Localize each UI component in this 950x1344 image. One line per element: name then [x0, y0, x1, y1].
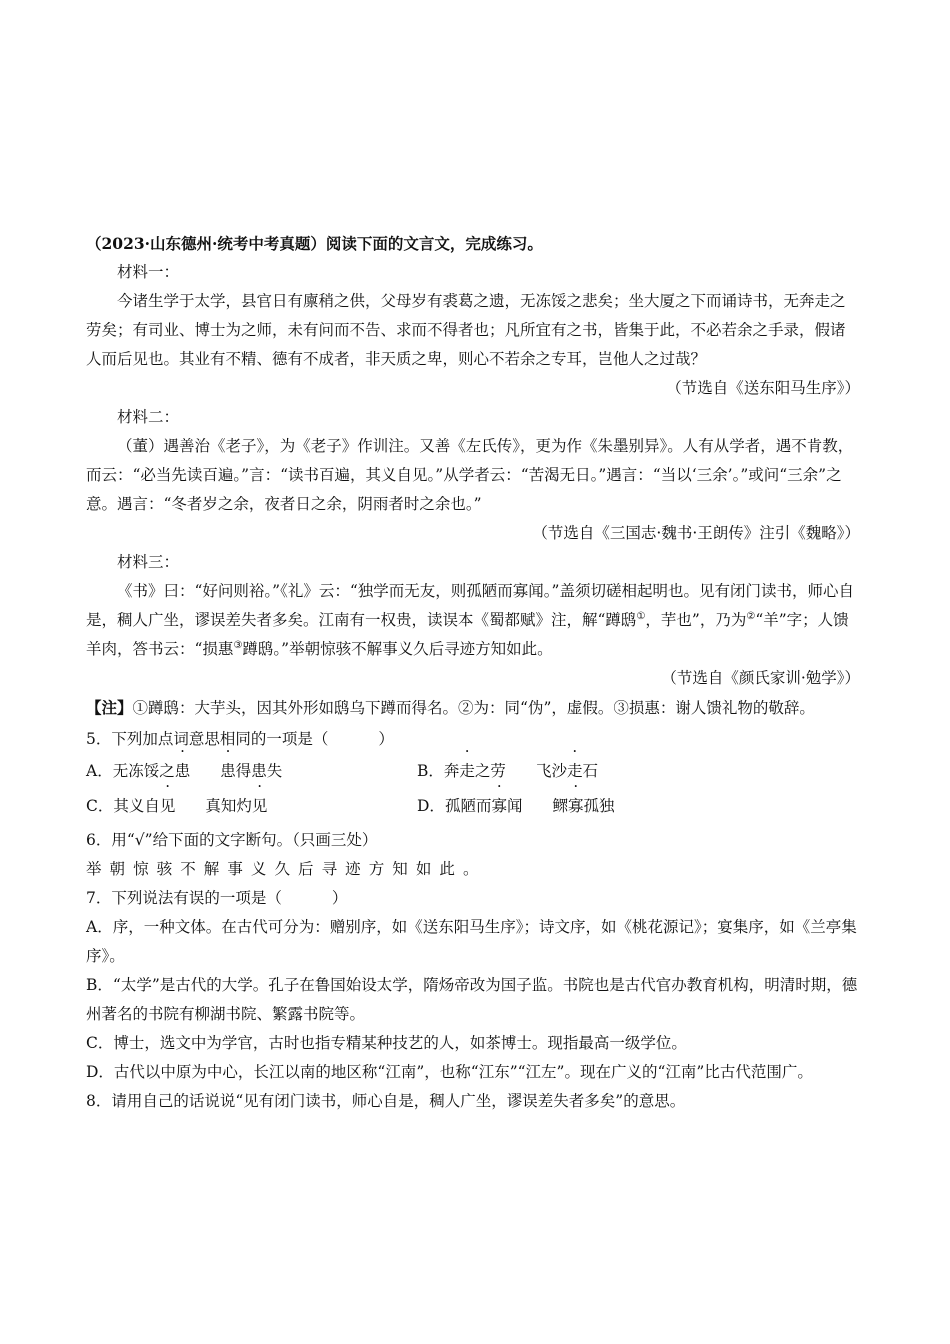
- note-heading: 【注】: [86, 698, 133, 717]
- option-text: 得患失: [235, 762, 283, 780]
- dotted-character: 走: [566, 762, 583, 780]
- option-text: 奔: [443, 762, 460, 780]
- question-6-text[interactable]: 举朝惊骇不解事义久后寻迹方知如此。: [86, 860, 487, 878]
- question-header: （2023·山东德州·统考中考真题）阅读下面的文言文，完成练习。: [86, 234, 543, 253]
- material-1-text: 今诸生学于太学，县官日有廪稍之供，父母岁有裘葛之遗，无冻馁之悲矣；坐大厦之下而诵诗书，无奔走之劳矣；有司业、博士为之师，未有问而不告、求而不得者也；凡所宜有之书，皆集于此，不必若余之手录，假诸人而后见也。其业有不精、德有不成者，非天质之卑，则心不若余之专耳，岂他人之过哉？: [86, 292, 846, 368]
- material-2-text: （董）遇善治《老子》，为《老子》作训注。又善《左氏传》，更为作《朱墨别异》。人有从学者，遇不肯教，而云：“必当先读百遍。”言：“读书百遍，其义自见。”从学者云：“苦渴无日。”遇言：“当以‘三余’。”或问“三余”之意。遇言：“冬者岁之余，夜者日之余，阴雨者时之余也。”: [86, 437, 854, 513]
- material-3-text-part-4: 蹲鸱。”举朝惊骇不解事义久后寻迹方知如此。: [242, 640, 553, 658]
- option-letter: B．: [417, 762, 444, 780]
- question-7-stem: [86, 884, 860, 913]
- option-letter: C．: [86, 797, 114, 815]
- material-3-text-part-1: 《书》曰：“好问则裕。”《礼》云：“独学而无友，则孤陋而寡闻。”盖须切磋相起明也。见有闭门读书，师心自是，稠人广坐，谬误差失者多矣。江南有一权贵，读误本《蜀都赋》注，解“蹲鸱: [86, 582, 854, 629]
- question-5-stem-close: ）: [378, 730, 394, 748]
- question-7-option-a[interactable]: A．序，一种文体。在古代可分为：赠别序，如《送东阳马生序》；诗文序，如《桃花源记》；宴集序，如《兰亭集序》。: [86, 918, 857, 965]
- option-letter: A．: [86, 762, 113, 780]
- option-text: 真知灼: [205, 797, 252, 815]
- question-7-stem-close: ）: [331, 889, 348, 907]
- option-text: 孤陋而: [444, 797, 492, 815]
- material-2-label: 材料二：: [117, 408, 180, 426]
- option-text: 其义自: [113, 797, 160, 815]
- question-7-option-b[interactable]: B．“太学”是古代的大学。孔子在鲁国始设太学，隋炀帝改为国子监。书院也是古代官办教育机构，明清时期，德州著名的书院有柳湖书院、繁露书院等。: [86, 976, 858, 1023]
- dotted-character: 寡: [568, 797, 584, 815]
- question-7-stem-text: 7．下列说法有误的一项是（: [86, 889, 282, 907]
- material-3-text-part-2: ，芋也”，乃为: [645, 611, 747, 629]
- option-a[interactable]: [86, 754, 417, 789]
- option-text: 飞沙: [535, 762, 567, 780]
- material-3-text-part-3: “羊”字；人馈羊肉，答书云：“损惠: [86, 611, 849, 658]
- material-1-source: （节选自《送东阳马生序》）: [666, 379, 860, 397]
- note-text: ①蹲鸱：大芋头，因其外形如鸱乌下蹲而得名。②为：同“伪”，虚假。③损惠：谢人馈礼物的敬辞。: [132, 699, 815, 717]
- dotted-character: 见: [159, 797, 176, 815]
- option-c[interactable]: [86, 789, 417, 824]
- material-3-text: [86, 577, 860, 664]
- option-letter: D．: [417, 797, 445, 815]
- footnote-marker-1: ①: [636, 610, 646, 622]
- option-text: 闻: [506, 797, 523, 815]
- question-7-option-c[interactable]: C．博士，选文中为学官，古时也指专精某种技艺的人，如茶博士。现指最高一级学位。: [86, 1034, 687, 1052]
- question-7-option-d[interactable]: D．古代以中原为中心，长江以南的地区称“江南”，也称“江东”“江左”。现在广义的“江南”比古代范围广。: [86, 1063, 813, 1081]
- dotted-character: 寡: [491, 797, 507, 815]
- option-b[interactable]: [417, 754, 748, 789]
- dotted-character: 走: [459, 762, 475, 780]
- annotation-note: [86, 693, 860, 723]
- question-5-options-row-1: [86, 754, 860, 789]
- footnote-marker-2: ②: [746, 610, 756, 622]
- option-d[interactable]: [417, 789, 748, 824]
- option-text: 之劳: [474, 762, 506, 780]
- material-3-source: （节选自《颜氏家训·勉学》）: [661, 669, 860, 687]
- question-5-stem: [86, 725, 860, 754]
- material-1-label: 材料一：: [117, 263, 180, 281]
- question-6-stem: 6．用“√”给下面的文字断句。（只画三处）: [86, 831, 378, 849]
- question-5-stem-text: 5．下列加点词意思相同的一项是（: [86, 730, 329, 748]
- option-text: 无冻馁之: [112, 762, 175, 780]
- footnote-marker-3: ③: [233, 639, 243, 651]
- dotted-character: 患: [220, 762, 236, 780]
- material-3-label: 材料三：: [117, 553, 180, 571]
- question-8-stem: 8．请用自己的话说说“见有闭门读书，师心自是，稠人广坐，谬误差失者多矣”的意思。: [86, 1092, 686, 1110]
- option-text: 石: [582, 762, 598, 780]
- dotted-character: 见: [251, 797, 268, 815]
- dotted-character: 患: [174, 762, 191, 780]
- option-text: 孤独: [583, 797, 615, 815]
- reading-section: [86, 229, 860, 1116]
- material-2-source: （节选自《三国志·魏书·王朗传》注引《魏略》）: [532, 524, 860, 542]
- option-text: 鳏: [552, 797, 568, 815]
- question-5-options-row-2: [86, 789, 860, 824]
